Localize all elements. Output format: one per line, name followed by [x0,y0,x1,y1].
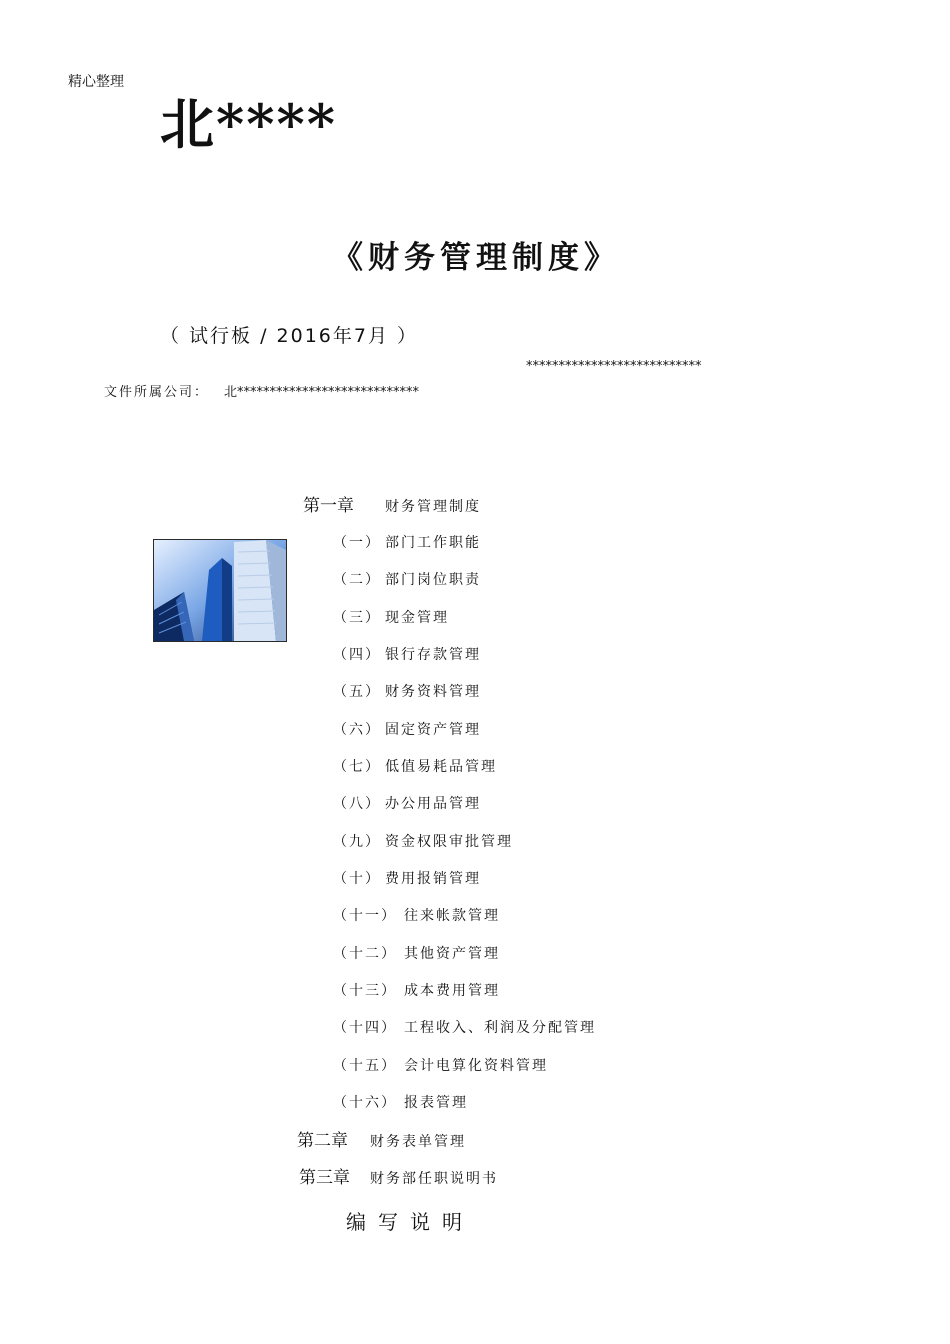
chapter-2-title: 财务表单管理 [370,1134,466,1150]
section-title: 成本费用管理 [404,983,500,999]
building-illustration-icon [154,540,286,641]
section-number: （十二） [333,946,397,962]
section-title: 部门工作职能 [385,535,481,551]
section-number: （十三） [333,983,397,999]
section-number: （六） [333,722,381,738]
section-title: 财务资料管理 [385,684,481,700]
section-title: 资金权限审批管理 [385,834,513,850]
section-number: （三） [333,610,381,626]
section-title: 现金管理 [385,610,449,626]
section-title: 报表管理 [404,1095,468,1111]
chapter-3-label: 第三章 [299,1168,350,1188]
section-number: （十六） [333,1095,397,1111]
intro-heading: 编写说明 [346,1210,474,1234]
document-title: 《财务管理制度》 [332,240,620,276]
masked-text-line: *************************** [526,359,702,374]
section-number: （五） [333,684,381,700]
section-title: 银行存款管理 [385,647,481,663]
company-name: 北**** [160,92,337,156]
section-number: （九） [333,834,381,850]
section-number: （十） [333,871,381,887]
chapter-3-title: 财务部任职说明书 [370,1171,498,1187]
chapter-1-label: 第一章 [303,496,354,516]
section-title: 低值易耗品管理 [385,759,497,775]
chapter-1-title: 财务管理制度 [385,499,481,515]
section-title: 会计电算化资料管理 [404,1058,548,1074]
section-title: 费用报销管理 [385,871,481,887]
section-title: 其他资产管理 [404,946,500,962]
owner-company-label: 文件所属公司： [104,385,210,400]
section-number: （四） [333,647,381,663]
section-number: （八） [333,796,381,812]
chapter-2-label: 第二章 [297,1131,348,1151]
office-building-photo [153,539,287,642]
section-title: 办公用品管理 [385,796,481,812]
header-note: 精心整理 [68,74,124,90]
owner-company-value: 北**************************** [224,385,420,400]
section-number: （七） [333,759,381,775]
section-title: 固定资产管理 [385,722,481,738]
section-number: （二） [333,572,381,588]
section-title: 部门岗位职责 [385,572,481,588]
section-number: （一） [333,535,381,551]
section-number: （十一） [333,908,397,924]
section-number: （十四） [333,1020,397,1036]
section-number: （十五） [333,1058,397,1074]
section-title: 工程收入、利润及分配管理 [404,1020,596,1036]
section-title: 往来帐款管理 [404,908,500,924]
edition-line: （ 试行板 / 2016年7月 ） [160,325,419,347]
